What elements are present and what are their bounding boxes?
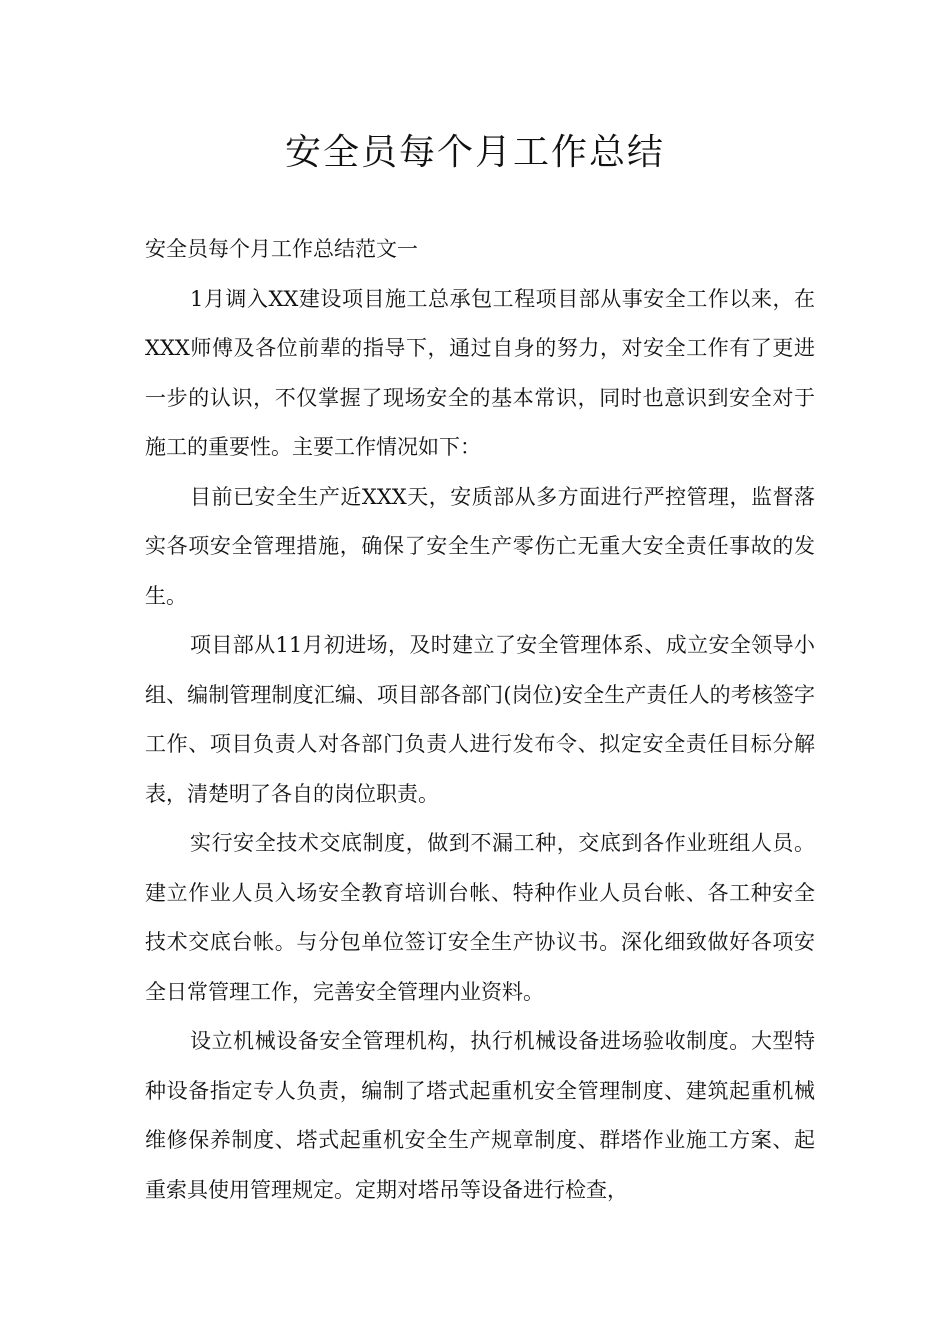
paragraph-4: 实行安全技术交底制度，做到不漏工种，交底到各作业班组人员。建立作业人员入场安全教育培训台帐、特种作业人员台帐、各工种安全技术交底台帐。与分包单位签订安全生产协议书。深化细致做好各项安全日常管理工作，完善安全管理内业资料。 — [145, 831, 815, 1004]
paragraph-1: 1月调入XX建设项目施工总承包工程项目部从事安全工作以来，在XXX师傅及各位前辈的指导下，通过自身的努力，对安全工作有了更进一步的认识，不仅掌握了现场安全的基本常识，同时也意识到安全对于施工的重要性。主要工作情况如下： — [145, 286, 815, 459]
document-title: 安全员每个月工作总结 — [284, 132, 665, 173]
paragraph-5: 设立机械设备安全管理机构，执行机械设备进场验收制度。大型特种设备指定专人负责，编制了塔式起重机安全管理制度、建筑起重机械维修保养制度、塔式起重机安全生产规章制度、群塔作业施工方案、起重索具使用管理规定。定期对塔吊等设备进行检查， — [145, 1029, 815, 1202]
paragraph-3: 项目部从11月初进场，及时建立了安全管理体系、成立安全领导小组、编制管理制度汇编、项目部各部门(岗位)安全生产责任人的考核签字工作、项目负责人对各部门负责人进行发布令、拟定安全责任目标分解表，清楚明了各自的岗位职责。 — [145, 633, 815, 806]
paragraph-2: 目前已安全生产近XXX天，安质部从多方面进行严控管理，监督落实各项安全管理措施，确保了安全生产零伤亡无重大安全责任事故的发生。 — [145, 484, 815, 608]
document-subtitle: 安全员每个月工作总结范文一 — [145, 237, 418, 261]
document-body — [145, 225, 815, 1215]
